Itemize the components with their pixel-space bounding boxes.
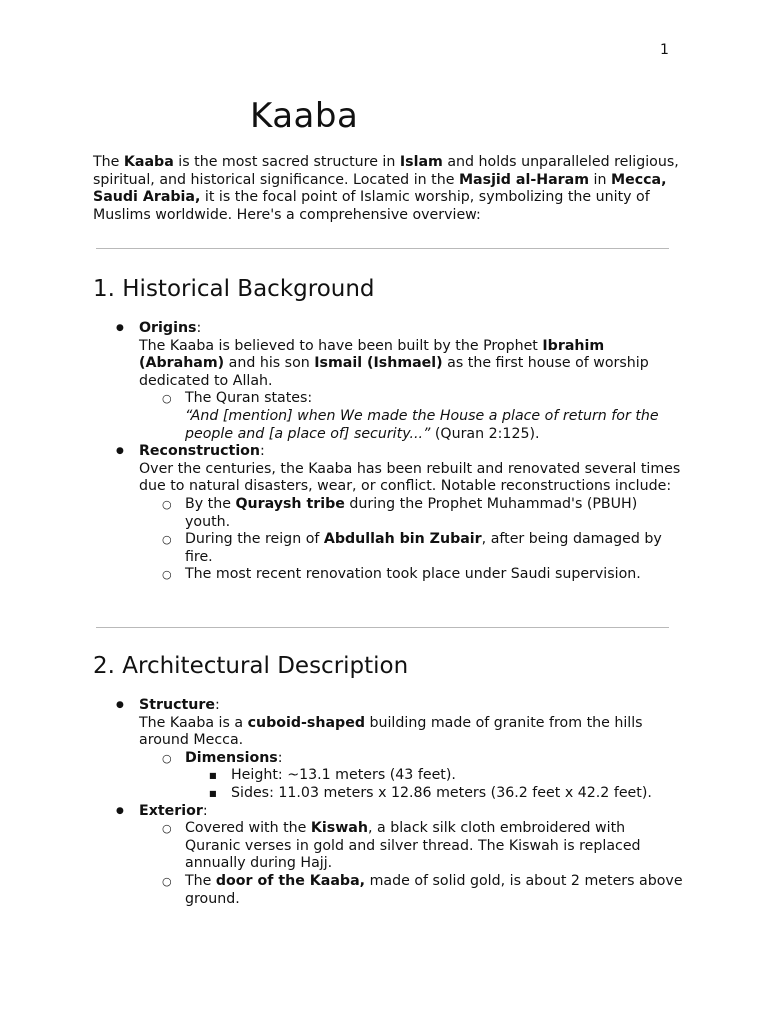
list-item-reconstruction (93, 443, 683, 584)
list-item-origins (93, 320, 683, 443)
list-item (139, 820, 683, 873)
text: The (185, 872, 216, 889)
text: , after being damaged by fire. (185, 531, 662, 565)
page-title: Kaaba (250, 96, 359, 136)
text: During the reign of (185, 531, 324, 548)
divider (96, 627, 669, 628)
reconstruction-label: Reconstruction (139, 443, 261, 460)
list-item-exterior (93, 803, 683, 909)
intro-bold: Islam (399, 154, 443, 170)
list-item-sides: ■ Sides: 11.03 meters x 12.86 meters (36.2 feet x 42.2 feet). (185, 785, 683, 803)
text: The Kaaba is a (139, 714, 248, 731)
bold-text: Ismail (Ishmael) (314, 355, 443, 372)
intro-paragraph (93, 154, 683, 224)
intro-bold: Masjid al-Haram (458, 171, 590, 188)
text: By the (185, 495, 236, 512)
list-item-height: ■ Height: ~13.1 meters (43 feet). (185, 767, 683, 785)
structure-label: Structure (139, 697, 216, 713)
section-historical-body (93, 320, 683, 584)
structure-text (139, 715, 683, 750)
list-item: ○ The most recent renovation took place under Saudi supervision. (139, 566, 683, 584)
list-item-dimensions (139, 750, 683, 803)
section-architectural-body (93, 697, 683, 908)
divider (96, 248, 669, 249)
text: made of solid gold, is about 2 meters above ground. (185, 872, 683, 907)
bold-text: Quraysh tribe (235, 495, 345, 512)
intro-text: in (589, 171, 611, 188)
text: during the Prophet Muhammad's (PBUH) youth. (185, 495, 638, 530)
intro-text: it is the focal point of Islamic worship, symbolizing the unity of Muslims worldwide. Here's a comprehensive overview: (93, 189, 650, 223)
section-heading-architectural: 2. Architectural Description (93, 653, 409, 679)
text: building made of granite from the hills around Mecca. (139, 714, 643, 749)
bold-text: Kiswah (310, 820, 368, 837)
list-item-quran (139, 390, 683, 443)
bold-text: Ibrahim (Abraham) (139, 337, 605, 372)
label-colon: : (202, 802, 208, 819)
quran-quote (185, 408, 683, 443)
text: as the first house of worship dedicated to Allah. (139, 355, 649, 389)
label-colon: : (215, 697, 220, 713)
bold-text: Abdullah bin Zubair (323, 531, 482, 548)
origins-label: Origins (139, 320, 197, 336)
text: , a black silk cloth embroidered with Quranic verses in gold and silver thread. The Kiswah is replaced annually during Hajj. (185, 820, 641, 872)
list-item (139, 496, 683, 531)
list-item (139, 873, 683, 908)
list-item-structure (93, 697, 683, 803)
label-colon: : (196, 320, 202, 336)
label-colon: : (277, 749, 283, 766)
label-colon: : (260, 443, 265, 460)
dimensions-label: Dimensions (185, 749, 278, 766)
text: and his son (224, 355, 315, 372)
quote-text: “And [mention] when We made the House a place of return for the people and [a place of] security...” (185, 407, 659, 442)
bold-text: cuboid-shaped (247, 714, 365, 731)
exterior-label: Exterior (139, 802, 203, 819)
text: The Kaaba is believed to have been built by the Prophet (139, 337, 543, 354)
reconstruction-text: Over the centuries, the Kaaba has been rebuilt and renovated several times due to natural disasters, wear, or conflict. Notable reconstructions include: (139, 460, 681, 495)
list-item (139, 531, 683, 566)
origins-text (139, 338, 683, 391)
bold-text: door of the Kaaba, (215, 872, 366, 889)
intro-bold: Mecca, Saudi Arabia, (93, 171, 667, 206)
intro-text: and holds unparalleled religious, spiritual, and historical significance. Located in the (93, 154, 679, 188)
quote-citation: (Quran 2:125). (430, 425, 540, 442)
intro-text: is the most sacred structure in (173, 154, 400, 170)
text: Covered with the (185, 820, 311, 837)
intro-bold: Kaaba (123, 154, 174, 170)
page-number: 1 (660, 42, 669, 58)
quran-intro: The Quran states: (185, 390, 313, 407)
section-heading-historical: 1. Historical Background (93, 276, 375, 302)
intro-text: The (93, 154, 124, 170)
